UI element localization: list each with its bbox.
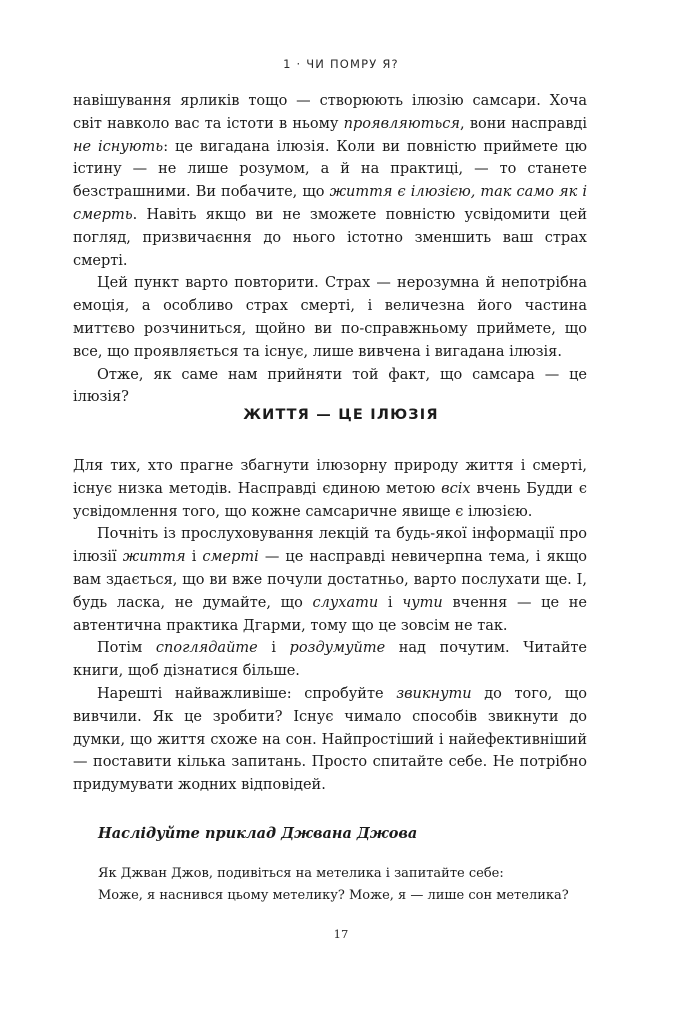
- paragraph: навішування ярликів тощо — створюють ілюзію самсари. Хоча світ навколо вас та істоти в ньому проявляються, вони насправді не існують: це вигадана ілюзія. Коли ви повністю приймете цю істину — не лише розумом, а й на практиці, — то станете безстрашними. Ви побачите, що життя є ілюзією, так само як і смерть. Навіть якщо ви не зможете повністю усвідомити цей погляд, призвичаєння до нього істотно зменшить ваш страх смерті.: [73, 93, 588, 269]
- page-number: 17: [333, 927, 349, 941]
- paragraph: Почніть із прослуховування лекцій та будь-якої інформації про ілюзії життя і смерті — це насправді невичерпна тема, і якщо вам здається, що ви вже почули достатньо, варто послухати ще. І, будь ласка, не думайте, що слухати і чути вчення — це не автентична практика Дгарми, тому що це зовсім не так.: [73, 526, 588, 634]
- paragraph: Нарешті найважливіше: спробуйте звикнути до того, що вивчили. Як це зробити? Існує чимало способів звикнути до думки, що життя схоже на сон. Найпростіший і найефективніший — поставити кілька запитань. Просто спитайте себе. Не потрібно придумувати жодних відповідей.: [73, 685, 587, 794]
- section-heading: ЖИТТЯ — ЦЕ ІЛЮЗІЯ: [243, 407, 439, 423]
- emphasis: чути: [402, 594, 443, 611]
- emphasis: життя є ілюзією, так само як і смерть: [73, 184, 587, 223]
- text-block-section: [73, 455, 587, 797]
- text-block-intro: [73, 90, 587, 409]
- emphasis: звикнути: [396, 685, 472, 702]
- practice-heading: Наслідуйте приклад Джвана Джова: [98, 825, 418, 842]
- practice-line: Як Джван Джов, подивіться на метелика і запитайте себе:: [98, 866, 504, 881]
- paragraph: Цей пункт варто повторити. Страх — нерозумна й непотрібна емоція, а особливо страх смерті, і величезна його частина миттєво розчиниться, щойно ви по-справжньому приймете, що все, що проявляється та існує, лише вивчена і вигадана ілюзія.: [73, 275, 587, 360]
- emphasis: не існують: [73, 138, 164, 155]
- paragraph: Потім споглядайте і роздумуйте над почутим. Читайте книги, щоб дізнатися більше.: [73, 640, 587, 680]
- emphasis: проявляються: [343, 115, 460, 132]
- emphasis: споглядайте: [155, 640, 258, 657]
- paragraph: Отже, як саме нам прийняти той факт, що самсара — це ілюзія?: [73, 366, 587, 406]
- emphasis: всіх: [441, 480, 471, 497]
- practice-line: Може, я наснився цьому метелику? Може, я — лише сон метелика?: [98, 887, 569, 903]
- emphasis: слухати: [312, 594, 379, 611]
- emphasis: роздумуйте: [289, 640, 386, 657]
- emphasis: життя: [122, 549, 186, 566]
- emphasis: смерті: [202, 549, 259, 566]
- paragraph: Для тих, хто прагне збагнути ілюзорну природу життя і смерті, існує низка методів. Насправді єдиною метою всіх вчень Будди є усвідомлення того, що кожне самсаричне явище є ілюзією.: [73, 458, 588, 520]
- running-head: 1 · ЧИ ПОМРУ Я?: [283, 57, 399, 71]
- practice-text: [98, 863, 578, 906]
